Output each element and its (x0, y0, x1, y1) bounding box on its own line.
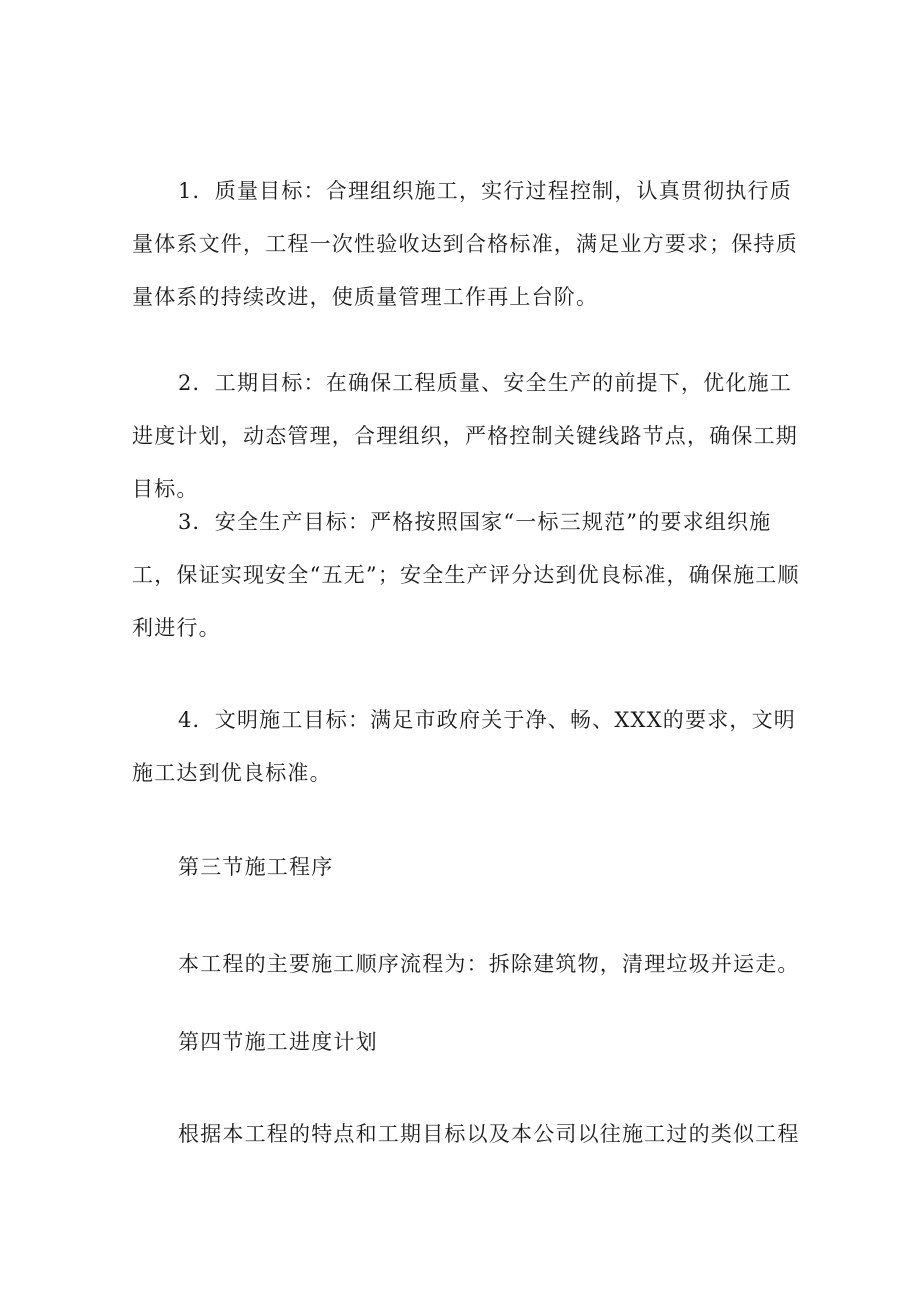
section-4-heading: 第四节施工进度计划 (178, 1030, 378, 1054)
schedule-goal-text: 2．工期目标：在确保工程质量、安全生产的前提下，优化施工进度计划，动态管理，合理组织，严格控制关键线路节点，确保工期目标。 (132, 371, 798, 501)
section-3-heading: 第三节施工程序 (178, 855, 334, 879)
quality-goal-paragraph (132, 165, 800, 324)
section-4-body: 根据本工程的特点和工期目标以及本公司以往施工过的类似工程 (178, 1122, 800, 1146)
civilized-construction-goal-text: 4．文明施工目标：满足市政府关于净、畅、XXX的要求，文明施工达到优良标准。 (132, 708, 797, 785)
section-3-body: 本工程的主要施工顺序流程为：拆除建筑物，清理垃圾并运走。 (178, 952, 800, 976)
safety-goal-paragraph (132, 496, 800, 655)
quality-goal-text: 1．质量目标：合理组织施工，实行过程控制，认真贯彻执行质量体系文件，工程一次性验收达到合格标准，满足业方要求；保持质量体系的持续改进，使质量管理工作再上台阶。 (132, 179, 798, 309)
civilized-construction-goal-paragraph (132, 694, 800, 800)
schedule-goal-paragraph (132, 357, 800, 516)
safety-goal-text: 3．安全生产目标：严格按照国家“一标三规范”的要求组织施工，保证实现安全“五无”；安全生产评分达到优良标准，确保施工顺利进行。 (132, 510, 800, 640)
